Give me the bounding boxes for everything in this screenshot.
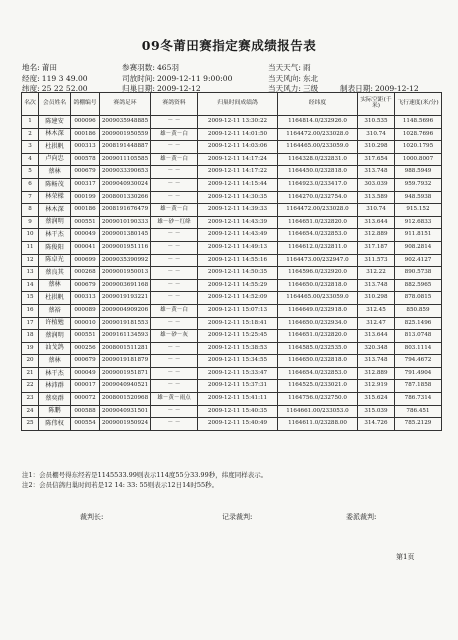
- arrival-time-cell: 2009-12-11 13:30:22: [198, 116, 278, 129]
- rank-cell: 6: [22, 178, 39, 191]
- table-row: [22, 292, 442, 305]
- speed-cell: 785.2129: [395, 418, 442, 431]
- bird-info-cell: 雄－黄－白: [151, 128, 198, 141]
- coordinates-cell: 1164649.0/232918.0: [278, 304, 358, 317]
- ring-number-cell: 2009001380145: [100, 229, 151, 242]
- column-header: 飞行速度(米/分): [395, 93, 442, 116]
- ring-number-cell: 2008191676479: [100, 204, 151, 217]
- location-info: [22, 62, 57, 73]
- loft-number-cell: 000186: [71, 204, 100, 217]
- loft-number-cell: 000049: [71, 229, 100, 242]
- table-row: [22, 216, 442, 229]
- coordinates-cell: 1164596.0/232920.0: [278, 267, 358, 280]
- results-table: [21, 92, 442, 431]
- loft-number-cell: 000017: [71, 380, 100, 393]
- coordinates-cell: 1164650.0/232818.0: [278, 279, 358, 292]
- distance-cell: 312.889: [358, 229, 395, 242]
- bird-info-cell: － －: [151, 178, 198, 191]
- loft-number-cell: 000049: [71, 367, 100, 380]
- rank-cell: 2: [22, 128, 39, 141]
- coordinates-cell: 1164450.0/232818.0: [278, 166, 358, 179]
- table-row: [22, 418, 442, 431]
- member-name-cell: 陈卓光: [39, 254, 71, 267]
- bird-info-cell: － －: [151, 254, 198, 267]
- ring-number-cell: 2009035390992: [100, 254, 151, 267]
- ring-number-cell: 2009040930024: [100, 178, 151, 191]
- rank-cell: 17: [22, 317, 39, 330]
- rank-cell: 18: [22, 330, 39, 343]
- column-header: 归巢时间成绩鸽: [198, 93, 278, 116]
- member-name-cell: 陈鹏: [39, 405, 71, 418]
- speed-cell: 1020.1795: [395, 141, 442, 154]
- member-name-cell: 汕戈鸽: [39, 342, 71, 355]
- table-row: [22, 267, 442, 280]
- distance-cell: 313.748: [358, 166, 395, 179]
- coordinates-cell: 1164473.00/232947.0: [278, 254, 358, 267]
- ring-number-cell: 2008001511281: [100, 342, 151, 355]
- bird-info-cell: － －: [151, 367, 198, 380]
- loft-number-cell: 000554: [71, 418, 100, 431]
- weather-value: 雨: [302, 63, 311, 72]
- arrival-time-cell: 2009-12-11 15:25:45: [198, 330, 278, 343]
- page-number: 第1页: [396, 553, 415, 561]
- loft-number-cell: 000679: [71, 355, 100, 368]
- distance-cell: 313.589: [358, 191, 395, 204]
- coordinates-cell: 1164585.0/232535.0: [278, 342, 358, 355]
- coordinates-cell: 1164661.00/233053.0: [278, 405, 358, 418]
- column-header: 会员姓名: [39, 93, 71, 116]
- speed-cell: 890.5738: [395, 267, 442, 280]
- bird-info-cell: － －: [151, 191, 198, 204]
- distance-cell: 313.748: [358, 355, 395, 368]
- rank-cell: 13: [22, 267, 39, 280]
- results-body: [22, 116, 442, 431]
- latitude-label: 纬度:: [22, 84, 40, 93]
- ring-number-cell: 2009040940521: [100, 380, 151, 393]
- table-row: [22, 153, 442, 166]
- bird-info-cell: － －: [151, 418, 198, 431]
- distance-cell: 303.039: [358, 178, 395, 191]
- member-name-cell: 蔡裕: [39, 304, 71, 317]
- speed-cell: 948.5938: [395, 191, 442, 204]
- table-row: [22, 367, 442, 380]
- distance-cell: 310.298: [358, 141, 395, 154]
- arrival-time-cell: 2009-12-11 15:33:47: [198, 367, 278, 380]
- rank-cell: 5: [22, 166, 39, 179]
- loft-number-cell: 000072: [71, 393, 100, 406]
- table-row: [22, 380, 442, 393]
- member-name-cell: 杜拱帆: [39, 141, 71, 154]
- coordinates-cell: 1164814.0/232926.0: [278, 116, 358, 129]
- coordinates-cell: 1164465.00/233059.0: [278, 292, 358, 305]
- speed-cell: 878.0815: [395, 292, 442, 305]
- ring-number-cell: 2009004909206: [100, 304, 151, 317]
- speed-cell: 988.5949: [395, 166, 442, 179]
- table-row: [22, 241, 442, 254]
- bird-info-cell: 雄－黄－雨点: [151, 393, 198, 406]
- table-row: [22, 279, 442, 292]
- ring-number-cell: 2009001950559: [100, 128, 151, 141]
- arrival-time-cell: 2009-12-11 14:17:24: [198, 153, 278, 166]
- longitude-value: 119 3 49.00: [41, 74, 88, 83]
- rank-cell: 23: [22, 393, 39, 406]
- speed-cell: 959.7932: [395, 178, 442, 191]
- member-name-cell: 蔡林: [39, 166, 71, 179]
- coordinates-cell: 1164651.0/232820.0: [278, 330, 358, 343]
- arrival-time-cell: 2009-12-11 14:03:06: [198, 141, 278, 154]
- speed-cell: 902.4127: [395, 254, 442, 267]
- arrival-time-cell: 2009-12-11 14:50:35: [198, 267, 278, 280]
- coordinates-cell: 1164650.0/232934.0: [278, 317, 358, 330]
- speed-cell: 786.7314: [395, 393, 442, 406]
- coordinates-cell: 1164472.00/233028.0: [278, 128, 358, 141]
- bird-count-value: 465羽: [156, 63, 180, 72]
- member-name-cell: 林沛群: [39, 380, 71, 393]
- bird-info-cell: － －: [151, 342, 198, 355]
- loft-number-cell: 000096: [71, 116, 100, 129]
- rank-cell: 12: [22, 254, 39, 267]
- release-time-value: 2009-12-11 9:00:00: [156, 74, 233, 83]
- speed-cell: 794.4672: [395, 355, 442, 368]
- loft-number-cell: 000551: [71, 216, 100, 229]
- distance-cell: 310.74: [358, 204, 395, 217]
- ring-number-cell: 2009010190333: [100, 216, 151, 229]
- bird-info-cell: － －: [151, 166, 198, 179]
- made-date-label: 制表日期:: [340, 84, 373, 93]
- distance-cell: 314.726: [358, 418, 395, 431]
- column-header: 经纬度: [278, 93, 358, 116]
- ring-number-cell: 2009040931501: [100, 405, 151, 418]
- table-row: [22, 393, 442, 406]
- speed-cell: 825.1496: [395, 317, 442, 330]
- loft-number-cell: 000313: [71, 292, 100, 305]
- table-row: [22, 317, 442, 330]
- arrival-time-cell: 2009-12-11 15:18:41: [198, 317, 278, 330]
- speed-cell: 850.859: [395, 304, 442, 317]
- arrival-time-cell: 2009-12-11 14:52:09: [198, 292, 278, 305]
- table-row: [22, 330, 442, 343]
- member-name-cell: 许植勉: [39, 317, 71, 330]
- note-1: 注1：会员棚号得东经若是1145533.99则表示114度55分33.99秒，纬度同样表示。: [22, 471, 268, 479]
- bird-info-cell: － －: [151, 317, 198, 330]
- wind-direction-label: 当天风向:: [268, 74, 301, 83]
- loft-number-cell: 000679: [71, 166, 100, 179]
- table-row: [22, 229, 442, 242]
- arrival-time-cell: 2009-12-11 14:15:44: [198, 178, 278, 191]
- bird-info-cell: － －: [151, 267, 198, 280]
- speed-cell: 1028.7696: [395, 128, 442, 141]
- rank-cell: 8: [22, 204, 39, 217]
- arrival-time-cell: 2009-12-11 14:30:35: [198, 191, 278, 204]
- table-row: [22, 405, 442, 418]
- ring-number-cell: 2009001951116: [100, 241, 151, 254]
- wind-force-value: 三级: [302, 84, 319, 93]
- rank-cell: 14: [22, 279, 39, 292]
- rank-cell: 15: [22, 292, 39, 305]
- member-name-cell: 陈俊阳: [39, 241, 71, 254]
- loft-number-cell: 000199: [71, 191, 100, 204]
- speed-cell: 912.6833: [395, 216, 442, 229]
- speed-cell: 882.5965: [395, 279, 442, 292]
- ring-number-cell: 2008001330266: [100, 191, 151, 204]
- ring-number-cell: 2009019193221: [100, 292, 151, 305]
- coordinates-cell: 1164651.0/232820.0: [278, 216, 358, 229]
- member-name-cell: 蔡良其: [39, 267, 71, 280]
- report-title: 09冬莆田赛指定赛成绩报告表: [141, 38, 317, 53]
- loft-number-cell: 000089: [71, 304, 100, 317]
- loft-number-cell: 000010: [71, 317, 100, 330]
- table-row: [22, 178, 442, 191]
- column-header: 赛鸽足环: [100, 93, 151, 116]
- distance-cell: 312.919: [358, 380, 395, 393]
- loft-number-cell: 000679: [71, 279, 100, 292]
- recorder-signature: 记录裁判:: [222, 513, 253, 521]
- speed-cell: 786.451: [395, 405, 442, 418]
- distance-cell: 317.187: [358, 241, 395, 254]
- bird-info-cell: － －: [151, 405, 198, 418]
- coordinates-cell: 1164756.0/232750.0: [278, 393, 358, 406]
- ring-number-cell: 2009003691168: [100, 279, 151, 292]
- rank-cell: 25: [22, 418, 39, 431]
- ring-number-cell: 2009001950924: [100, 418, 151, 431]
- wind-force-label: 当天风力:: [268, 84, 301, 93]
- location-value: 莆田: [41, 63, 57, 72]
- distance-cell: 310.535: [358, 116, 395, 129]
- loft-number-cell: 000313: [71, 141, 100, 154]
- bird-info-cell: 雄－黄－白: [151, 153, 198, 166]
- rank-cell: 3: [22, 141, 39, 154]
- member-name-cell: 卢向忠: [39, 153, 71, 166]
- coordinates-cell: 1164465.00/233059.0: [278, 141, 358, 154]
- rank-cell: 16: [22, 304, 39, 317]
- arrival-time-cell: 2009-12-11 14:17:22: [198, 166, 278, 179]
- bird-info-cell: 雄－黄－白: [151, 204, 198, 217]
- arrival-time-cell: 2009-12-11 14:01:50: [198, 128, 278, 141]
- distance-cell: 313.644: [358, 330, 395, 343]
- ring-number-cell: 2009035948885: [100, 116, 151, 129]
- member-name-cell: 林荣樑: [39, 191, 71, 204]
- member-name-cell: 蔡奕群: [39, 393, 71, 406]
- member-name-cell: 林木深: [39, 128, 71, 141]
- bird-info-cell: － －: [151, 116, 198, 129]
- arrival-time-cell: 2009-12-11 14:43:49: [198, 229, 278, 242]
- member-name-cell: 陈建安: [39, 116, 71, 129]
- rank-cell: 4: [22, 153, 39, 166]
- coordinates-cell: 1164650.0/232818.0: [278, 355, 358, 368]
- distance-cell: 320.348: [358, 342, 395, 355]
- bird-count-info: [122, 62, 179, 73]
- arrival-time-cell: 2009-12-11 14:55:29: [198, 279, 278, 292]
- column-header: 实际空距(千米): [358, 93, 395, 116]
- member-name-cell: 蔡林: [39, 279, 71, 292]
- return-date-value: 2009-12-12: [156, 84, 201, 93]
- speed-cell: 908.2814: [395, 241, 442, 254]
- member-name-cell: 林木深: [39, 204, 71, 217]
- rank-cell: 11: [22, 241, 39, 254]
- distance-cell: 312.889: [358, 367, 395, 380]
- coordinates-cell: 1164654.0/232853.0: [278, 229, 358, 242]
- speed-cell: 813.0748: [395, 330, 442, 343]
- loft-number-cell: 000588: [71, 405, 100, 418]
- bird-info-cell: 雄－砂－红绛: [151, 216, 198, 229]
- loft-number-cell: 000578: [71, 153, 100, 166]
- table-row: [22, 116, 442, 129]
- distance-cell: 315.624: [358, 393, 395, 406]
- distance-cell: 317.654: [358, 153, 395, 166]
- speed-cell: 787.1858: [395, 380, 442, 393]
- member-name-cell: 林干杰: [39, 229, 71, 242]
- coordinates-cell: 1164611.0/23288.00: [278, 418, 358, 431]
- arrival-time-cell: 2009-12-11 14:39:33: [198, 204, 278, 217]
- member-name-cell: 陈畅茂: [39, 178, 71, 191]
- bird-info-cell: 雄－砂－灰: [151, 330, 198, 343]
- arrival-time-cell: 2009-12-11 15:37:31: [198, 380, 278, 393]
- arrival-time-cell: 2009-12-11 15:40:35: [198, 405, 278, 418]
- table-row: [22, 166, 442, 179]
- latitude-value: 25 22 52.00: [41, 84, 88, 93]
- coordinates-cell: 1164328.0/232831.0: [278, 153, 358, 166]
- table-row: [22, 204, 442, 217]
- loft-number-cell: 000699: [71, 254, 100, 267]
- rank-cell: 9: [22, 216, 39, 229]
- loft-number-cell: 000551: [71, 330, 100, 343]
- distance-cell: 313.644: [358, 216, 395, 229]
- table-row: [22, 141, 442, 154]
- table-row: [22, 355, 442, 368]
- member-name-cell: 杜拱帆: [39, 292, 71, 305]
- coordinates-cell: 1164654.0/232853.0: [278, 367, 358, 380]
- coordinates-cell: 1164270.0/232754.0: [278, 191, 358, 204]
- arrival-time-cell: 2009-12-11 14:43:39: [198, 216, 278, 229]
- member-name-cell: 蔡润明: [39, 330, 71, 343]
- rank-cell: 21: [22, 367, 39, 380]
- coordinates-cell: 1164612.0/232811.0: [278, 241, 358, 254]
- weather-info: [268, 62, 311, 73]
- ring-number-cell: 2009001951871: [100, 367, 151, 380]
- loft-number-cell: 000186: [71, 128, 100, 141]
- distance-cell: 315.039: [358, 405, 395, 418]
- made-date-value: 2009-12-12: [374, 84, 419, 93]
- arrival-time-cell: 2009-12-11 14:55:16: [198, 254, 278, 267]
- loft-number-cell: 000317: [71, 178, 100, 191]
- bird-info-cell: － －: [151, 229, 198, 242]
- coordinates-cell: 1164472.00/233028.0: [278, 204, 358, 217]
- note-2: 注2：会员信鸽归巢时间若是12 14: 33: 55则表示12日14时55秒。: [22, 481, 219, 489]
- bird-info-cell: － －: [151, 241, 198, 254]
- bird-info-cell: － －: [151, 292, 198, 305]
- bird-info-cell: － －: [151, 279, 198, 292]
- weather-label: 当天天气:: [268, 63, 301, 72]
- ring-number-cell: 2009019181553: [100, 317, 151, 330]
- speed-cell: 1148.5696: [395, 116, 442, 129]
- ring-number-cell: 2009019181879: [100, 355, 151, 368]
- table-row: [22, 128, 442, 141]
- bird-count-label: 参赛羽数:: [122, 63, 155, 72]
- ring-number-cell: 2009011105585: [100, 153, 151, 166]
- rank-cell: 20: [22, 355, 39, 368]
- speed-cell: 803.1114: [395, 342, 442, 355]
- arrival-time-cell: 2009-12-11 15:34:55: [198, 355, 278, 368]
- distance-cell: 310.298: [358, 292, 395, 305]
- arrival-time-cell: 2009-12-11 15:40:49: [198, 418, 278, 431]
- ring-number-cell: 2009001950013: [100, 267, 151, 280]
- column-header: 名次: [22, 93, 39, 116]
- arrival-time-cell: 2009-12-11 14:49:13: [198, 241, 278, 254]
- coordinates-cell: 1164923.0/233417.0: [278, 178, 358, 191]
- bird-info-cell: － －: [151, 380, 198, 393]
- bird-info-cell: 雄－黄－白: [151, 304, 198, 317]
- wind-direction-value: 东北: [302, 74, 319, 83]
- rank-cell: 10: [22, 229, 39, 242]
- rank-cell: 24: [22, 405, 39, 418]
- table-row: [22, 254, 442, 267]
- table-row: [22, 304, 442, 317]
- arrival-time-cell: 2009-12-11 15:07:13: [198, 304, 278, 317]
- distance-cell: 310.74: [358, 128, 395, 141]
- ring-number-cell: 2008001520968: [100, 393, 151, 406]
- rank-cell: 19: [22, 342, 39, 355]
- delegate-signature: 委派裁判:: [346, 513, 377, 521]
- distance-cell: 312.45: [358, 304, 395, 317]
- distance-cell: 311.573: [358, 254, 395, 267]
- notes: [22, 470, 267, 490]
- distance-cell: 313.748: [358, 279, 395, 292]
- arrival-time-cell: 2009-12-11 15:41:11: [198, 393, 278, 406]
- member-name-cell: 林干杰: [39, 367, 71, 380]
- ring-number-cell: 2009161134593: [100, 330, 151, 343]
- table-row: [22, 342, 442, 355]
- speed-cell: 791.4904: [395, 367, 442, 380]
- ring-number-cell: 2009033390653: [100, 166, 151, 179]
- rank-cell: 7: [22, 191, 39, 204]
- member-name-cell: 蔡润明: [39, 216, 71, 229]
- rank-cell: 22: [22, 380, 39, 393]
- column-header: 鸽棚编号: [71, 93, 100, 116]
- loft-number-cell: 000041: [71, 241, 100, 254]
- column-header: 赛鸽资料: [151, 93, 198, 116]
- member-name-cell: 蔡林: [39, 355, 71, 368]
- speed-cell: 915.152: [395, 204, 442, 217]
- return-date-label: 归巢日期:: [122, 84, 155, 93]
- ring-number-cell: 2008191448887: [100, 141, 151, 154]
- arrival-time-cell: 2009-12-11 15:38:53: [198, 342, 278, 355]
- location-label: 地名:: [22, 63, 40, 72]
- coordinates-cell: 1164525.0/233021.0: [278, 380, 358, 393]
- speed-cell: 1000.8007: [395, 153, 442, 166]
- table-row: [22, 191, 442, 204]
- distance-cell: 312.47: [358, 317, 395, 330]
- bird-info-cell: － －: [151, 355, 198, 368]
- distance-cell: 312.22: [358, 267, 395, 280]
- release-time-label: 司放时间:: [122, 74, 155, 83]
- longitude-label: 经度:: [22, 74, 40, 83]
- table-header-row: [22, 93, 442, 116]
- referee-signature: 裁判长:: [80, 513, 104, 521]
- loft-number-cell: 000256: [71, 342, 100, 355]
- loft-number-cell: 000268: [71, 267, 100, 280]
- bird-info-cell: － －: [151, 141, 198, 154]
- speed-cell: 911.8151: [395, 229, 442, 242]
- member-name-cell: 陈伟权: [39, 418, 71, 431]
- rank-cell: 1: [22, 116, 39, 129]
